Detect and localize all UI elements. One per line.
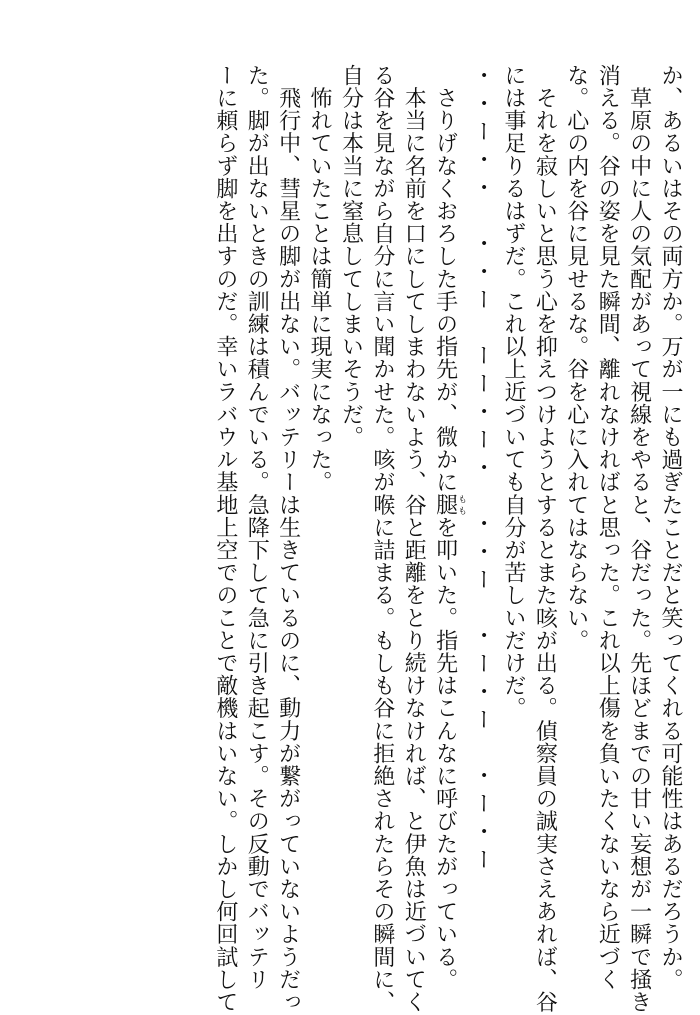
text-line-4: な。心の内を谷に見せるな。谷を心に入れてはならない。 [563,64,589,652]
text-line-1: か、あるいはその両方か。万が一にも過ぎたことだと笑ってくれる可能性はあるだろうか。 [658,64,683,991]
text-line-9: さりげなくおろした手の指先が、微かに腿ももを叩いた。指先はこんなに呼びたがっている。 [432,64,467,991]
text-line-6: には事足りるはずだ。これ以上近づいても自分が苦しいだけだ。 [500,64,526,720]
ruby-word: 腿もも [432,493,467,517]
morse-code-line: ・・ー・・ ・・ー ーー・ー・ ・・ー ・ー・ー ・ー・ー [469,64,495,876]
text-line-12: 自分は本当に窒息してしまいそうだ。 [338,64,364,449]
text-line-18: 飛行中、彗星の脚が出ない。バッテリーは生きているのに、動力が繋がっていないようだっ [275,64,301,1014]
text-line-3: 消える。谷の姿を見た瞬間、離れなければと思った。これ以上傷を負いたくないなら近づく [595,64,621,991]
text-line-11: る谷を見ながら自分に言い聞かせた。咳が喉に詰まる。もしも谷に拒絶されたらその瞬間に、 [369,64,395,1014]
text-line-20: ーに頼らず脚を出すのだ。幸いラバウル基地上空でのことで敵機はいない。しかし何回試して [212,64,238,1014]
text-line-2: 草原の中に人の気配があって視線をやると、谷だった。先ほどまでの甘い妄想が一瞬で掻き [626,64,652,1014]
vertical-text-body [209,64,686,1014]
text-line-10: 本当に名前を口にしてしまわないよう、谷と距離をとり続けなければ、と伊魚は近づいてく [401,64,427,1014]
text-line-17: 怖れていたことは簡単に現実になった。 [307,64,333,494]
text-line-19: た。脚が出ないときの訓練は積んでいる。急降下して急に引き起こす。その反動でバッテリ [244,64,270,991]
text-line-5: それを寂しいと思う心を抑えつけようとするとまた咳が出る。偵察員の誠実さえあれば、谷 [532,64,558,1014]
